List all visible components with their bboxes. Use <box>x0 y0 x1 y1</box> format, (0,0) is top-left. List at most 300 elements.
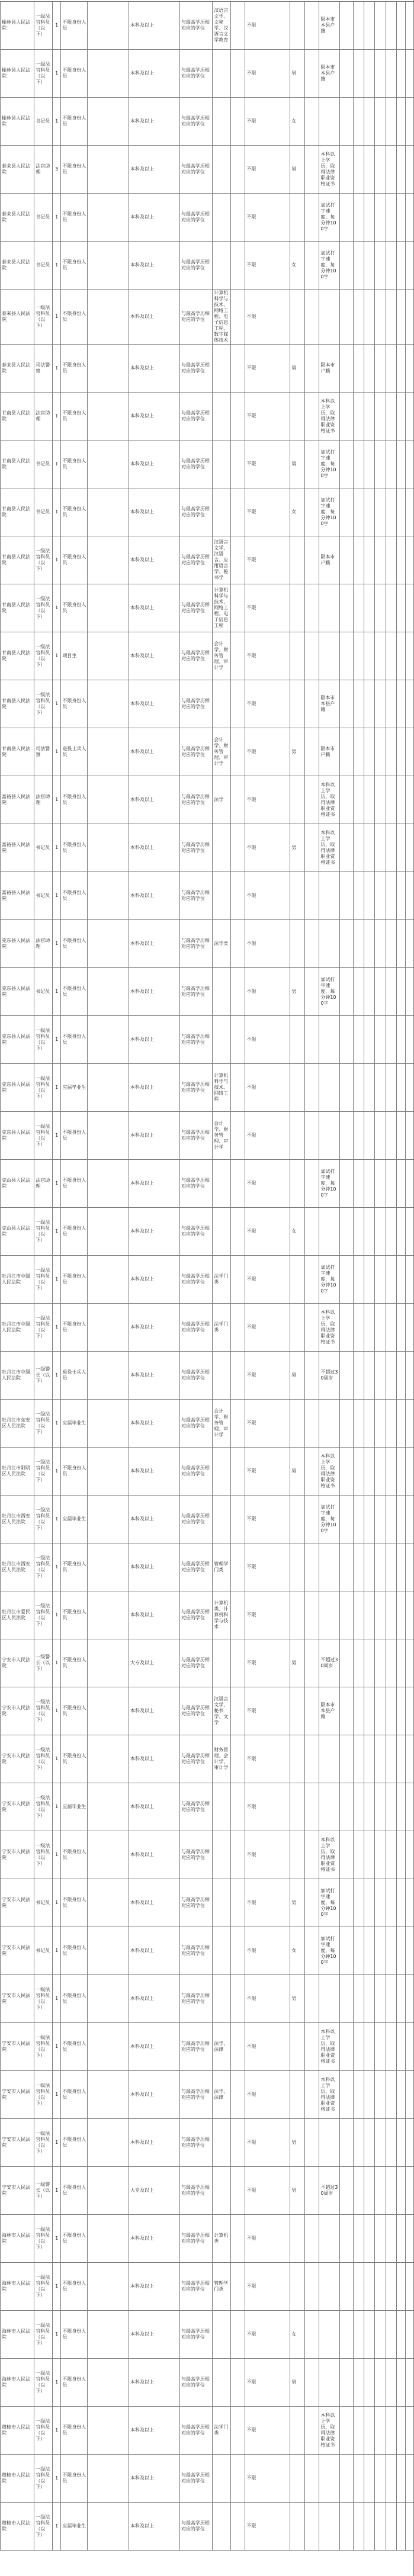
cell-age: 不限 <box>245 680 290 728</box>
cell-unit: 富裕县人民法院 <box>1 872 34 920</box>
cell-major: 法学类 <box>213 920 231 968</box>
cell-empty <box>405 824 413 872</box>
cell-empty <box>340 98 354 146</box>
cell-req <box>319 2455 340 2503</box>
cell-empty <box>353 1831 364 1879</box>
cell-empty <box>304 1064 319 1112</box>
cell-deg: 与最高学历相对应的学位 <box>179 50 212 98</box>
cell-job: 书记员 <box>34 98 53 146</box>
cell-empty <box>88 2071 129 2119</box>
cell-sex: 男 <box>290 1448 305 1496</box>
cell-empty <box>353 1927 364 1975</box>
table-row <box>1 488 414 536</box>
cell-empty <box>405 1496 413 1543</box>
cell-id: 不限身份人员 <box>61 1639 88 1687</box>
cell-n: 1 <box>53 1160 61 1208</box>
cell-sex <box>290 2503 305 2551</box>
cell-job: 一级法官科员（以下） <box>34 1735 53 1783</box>
cell-n: 1 <box>53 2407 61 2455</box>
cell-unit: 甘南县人民法院 <box>1 632 34 680</box>
cell-empty <box>386 440 396 488</box>
cell-empty <box>230 584 245 632</box>
cell-id: 项目生 <box>61 632 88 680</box>
cell-empty <box>405 2 413 50</box>
cell-age: 不限 <box>245 1448 290 1496</box>
cell-empty <box>386 2215 396 2263</box>
cell-empty <box>230 2119 245 2167</box>
cell-empty <box>364 1064 375 1112</box>
cell-age: 不限 <box>245 1879 290 1927</box>
cell-empty <box>88 393 129 440</box>
cell-empty <box>353 1591 364 1639</box>
cell-empty <box>230 2503 245 2551</box>
cell-deg: 与最高学历相对应的学位 <box>179 1879 212 1927</box>
cell-sex: 男 <box>290 440 305 488</box>
cell-major <box>213 2455 231 2503</box>
cell-major <box>213 393 231 440</box>
cell-empty <box>364 2503 375 2551</box>
cell-job: 一级法官科员（以下） <box>34 2263 53 2311</box>
cell-n: 1 <box>53 1591 61 1639</box>
cell-empty <box>340 728 354 776</box>
cell-empty <box>386 872 396 920</box>
cell-empty <box>364 728 375 776</box>
cell-deg: 与最高学历相对应的学位 <box>179 242 212 290</box>
cell-sex <box>290 1256 305 1304</box>
cell-unit: 海林市人民法院 <box>1 2311 34 2359</box>
table-row <box>1 1304 414 1352</box>
cell-empty <box>397 1591 405 1639</box>
cell-age: 不限 <box>245 968 290 1016</box>
cell-empty <box>405 194 413 242</box>
cell-sex <box>290 776 305 824</box>
cell-empty <box>375 2119 386 2167</box>
cell-edu: 本科及以上 <box>129 1783 179 1831</box>
cell-empty <box>340 242 354 290</box>
cell-empty <box>375 1016 386 1064</box>
cell-empty <box>304 920 319 968</box>
cell-empty <box>405 488 413 536</box>
cell-major: 计算机科学与技术、网络工程、电子信息工程 <box>213 584 231 632</box>
cell-unit: 宁安市人民法院 <box>1 1735 34 1783</box>
cell-empty <box>88 1687 129 1735</box>
table-row <box>1 2023 414 2071</box>
cell-empty <box>304 290 319 345</box>
cell-job: 法官助理 <box>34 393 53 440</box>
cell-empty <box>88 1400 129 1448</box>
cell-empty <box>340 2167 354 2215</box>
cell-empty <box>340 2359 354 2407</box>
cell-deg: 与最高学历相对应的学位 <box>179 2119 212 2167</box>
cell-age: 不限 <box>245 872 290 920</box>
cell-req <box>319 1543 340 1591</box>
cell-age: 不限 <box>245 1639 290 1687</box>
cell-major <box>213 345 231 393</box>
cell-empty <box>304 1496 319 1543</box>
cell-empty <box>397 872 405 920</box>
cell-empty <box>353 1208 364 1256</box>
cell-unit: 泰来县人民法院 <box>1 146 34 194</box>
cell-id: 应届毕业生 <box>61 1496 88 1543</box>
cell-n: 1 <box>53 728 61 776</box>
cell-age: 不限 <box>245 50 290 98</box>
cell-job: 法官助理 <box>34 146 53 194</box>
cell-empty <box>364 1160 375 1208</box>
cell-empty <box>375 2503 386 2551</box>
cell-empty <box>397 1879 405 1927</box>
cell-empty <box>386 290 396 345</box>
cell-job: 书记员 <box>34 488 53 536</box>
cell-id: 应届毕业生 <box>61 2503 88 2551</box>
cell-sex <box>290 2071 305 2119</box>
cell-age: 不限 <box>245 393 290 440</box>
cell-empty <box>304 728 319 776</box>
cell-req: 本科以上学历，取得法律职业资格证书 <box>319 1304 340 1352</box>
cell-req: 加试打字速度，每分钟100字 <box>319 194 340 242</box>
cell-req: 本科以上学历，取得法律职业资格证书 <box>319 1448 340 1496</box>
cell-deg: 与最高学历相对应的学位 <box>179 1831 212 1879</box>
cell-empty <box>353 194 364 242</box>
cell-empty <box>375 920 386 968</box>
cell-empty <box>397 2263 405 2311</box>
cell-major: 财务管理、会计学、审计学 <box>213 1735 231 1783</box>
cell-empty <box>405 2407 413 2455</box>
cell-empty <box>230 290 245 345</box>
cell-empty <box>230 1112 245 1160</box>
cell-req <box>319 1064 340 1112</box>
cell-empty <box>397 194 405 242</box>
cell-empty <box>397 680 405 728</box>
table-row <box>1 1400 414 1448</box>
cell-empty <box>405 345 413 393</box>
cell-sex <box>290 1831 305 1879</box>
cell-job: 书记员 <box>34 242 53 290</box>
cell-age: 不限 <box>245 1352 290 1400</box>
cell-id: 不限身份人员 <box>61 2215 88 2263</box>
cell-empty <box>340 584 354 632</box>
cell-empty <box>375 2263 386 2311</box>
cell-empty <box>405 440 413 488</box>
cell-empty <box>386 1256 396 1304</box>
cell-empty <box>397 1352 405 1400</box>
cell-empty <box>88 632 129 680</box>
cell-empty <box>88 536 129 584</box>
table-row <box>1 98 414 146</box>
cell-empty <box>88 920 129 968</box>
cell-empty <box>386 1591 396 1639</box>
table-row <box>1 824 414 872</box>
cell-empty <box>397 290 405 345</box>
cell-empty <box>353 2215 364 2263</box>
cell-n: 1 <box>53 290 61 345</box>
cell-empty <box>340 1831 354 1879</box>
cell-major <box>213 872 231 920</box>
cell-sex <box>290 1064 305 1112</box>
cell-empty <box>386 632 396 680</box>
cell-empty <box>353 290 364 345</box>
cell-unit: 穆棱市人民法院 <box>1 2455 34 2503</box>
cell-empty <box>397 1831 405 1879</box>
cell-job: 一级法官科员（以下） <box>34 2119 53 2167</box>
cell-empty <box>375 1448 386 1496</box>
cell-edu: 大专及以上 <box>129 2167 179 2215</box>
cell-empty <box>304 50 319 98</box>
cell-empty <box>88 1927 129 1975</box>
cell-age: 不限 <box>245 536 290 584</box>
cell-id: 不限身份人员 <box>61 1927 88 1975</box>
cell-empty <box>304 1543 319 1591</box>
cell-id: 不限身份人员 <box>61 920 88 968</box>
table-row <box>1 1639 414 1687</box>
cell-empty <box>364 146 375 194</box>
cell-deg: 与最高学历相对应的学位 <box>179 1927 212 1975</box>
cell-deg: 与最高学历相对应的学位 <box>179 1064 212 1112</box>
cell-major <box>213 824 231 872</box>
cell-empty <box>88 1543 129 1591</box>
cell-empty <box>364 1543 375 1591</box>
cell-age: 不限 <box>245 146 290 194</box>
cell-n: 1 <box>53 680 61 728</box>
cell-edu: 本科及以上 <box>129 968 179 1016</box>
cell-id: 不限身份人员 <box>61 50 88 98</box>
cell-empty <box>353 345 364 393</box>
cell-empty <box>353 242 364 290</box>
cell-empty <box>340 2 354 50</box>
cell-empty <box>364 1400 375 1448</box>
cell-edu: 本科及以上 <box>129 1879 179 1927</box>
cell-empty <box>375 440 386 488</box>
cell-empty <box>88 345 129 393</box>
cell-job: 一级警长（以下） <box>34 2167 53 2215</box>
cell-unit: 牡丹江市中级人民法院 <box>1 1352 34 1400</box>
cell-edu: 本科及以上 <box>129 1735 179 1783</box>
cell-empty <box>386 1208 396 1256</box>
cell-req: 本科以上学历，取得法律职业资格证书 <box>319 393 340 440</box>
cell-unit: 宁安市人民法院 <box>1 2023 34 2071</box>
cell-deg: 与最高学历相对应的学位 <box>179 1304 212 1352</box>
cell-empty <box>386 2119 396 2167</box>
cell-empty <box>364 1735 375 1783</box>
cell-empty <box>364 680 375 728</box>
cell-empty <box>304 242 319 290</box>
cell-sex <box>290 2215 305 2263</box>
cell-empty <box>405 584 413 632</box>
cell-empty <box>230 1016 245 1064</box>
cell-sex <box>290 2407 305 2455</box>
cell-sex: 男 <box>290 146 305 194</box>
cell-unit: 甘南县人民法院 <box>1 728 34 776</box>
cell-empty <box>386 1496 396 1543</box>
table-row <box>1 194 414 242</box>
cell-empty <box>364 2407 375 2455</box>
cell-req <box>319 584 340 632</box>
cell-sex <box>290 393 305 440</box>
cell-unit: 宁安市人民法院 <box>1 1783 34 1831</box>
cell-empty <box>340 872 354 920</box>
cell-id: 退役士兵人员 <box>61 728 88 776</box>
cell-empty <box>405 1256 413 1304</box>
cell-empty <box>397 2407 405 2455</box>
cell-empty <box>230 2215 245 2263</box>
cell-unit: 榆林县人民法院 <box>1 98 34 146</box>
cell-empty <box>230 776 245 824</box>
cell-req <box>319 2359 340 2407</box>
cell-id: 不限身份人员 <box>61 1256 88 1304</box>
cell-n: 1 <box>53 1352 61 1400</box>
cell-empty <box>353 2167 364 2215</box>
cell-req <box>319 632 340 680</box>
table-row <box>1 680 414 728</box>
cell-unit: 宁安市人民法院 <box>1 2167 34 2215</box>
cell-empty <box>397 728 405 776</box>
cell-empty <box>386 2359 396 2407</box>
cell-unit: 牡丹江市西安区人民法院 <box>1 1543 34 1591</box>
cell-empty <box>397 1208 405 1256</box>
cell-unit: 泰来县人民法院 <box>1 345 34 393</box>
cell-id: 不限身份人员 <box>61 776 88 824</box>
cell-unit: 宁安市人民法院 <box>1 1975 34 2023</box>
cell-major <box>213 1160 231 1208</box>
cell-empty <box>230 194 245 242</box>
cell-job: 司法警察 <box>34 728 53 776</box>
cell-empty <box>386 2023 396 2071</box>
cell-age: 不限 <box>245 2167 290 2215</box>
cell-job: 一级法官科员（以下） <box>34 1016 53 1064</box>
cell-deg: 与最高学历相对应的学位 <box>179 2455 212 2503</box>
cell-empty <box>88 1448 129 1496</box>
table-row <box>1 2 414 50</box>
table-row <box>1 1160 414 1208</box>
cell-empty <box>304 1208 319 1256</box>
cell-job: 法官助理 <box>34 920 53 968</box>
cell-empty <box>375 2023 386 2071</box>
cell-deg: 与最高学历相对应的学位 <box>179 1112 212 1160</box>
cell-age: 不限 <box>245 2311 290 2359</box>
cell-empty <box>375 1400 386 1448</box>
table-row <box>1 584 414 632</box>
cell-empty <box>375 194 386 242</box>
cell-empty <box>304 2263 319 2311</box>
cell-n: 1 <box>53 1496 61 1543</box>
cell-edu: 本科及以上 <box>129 824 179 872</box>
cell-age: 不限 <box>245 1831 290 1879</box>
cell-unit: 榆林县人民法院 <box>1 2 34 50</box>
cell-empty <box>353 680 364 728</box>
cell-empty <box>230 1831 245 1879</box>
cell-empty <box>230 345 245 393</box>
cell-req: 加试打字速度，每分钟100字 <box>319 1256 340 1304</box>
cell-empty <box>88 824 129 872</box>
cell-empty <box>340 1208 354 1256</box>
cell-empty <box>386 1639 396 1687</box>
cell-n: 1 <box>53 2311 61 2359</box>
cell-unit: 甘南县人民法院 <box>1 536 34 584</box>
cell-age: 不限 <box>245 1687 290 1735</box>
cell-edu: 本科及以上 <box>129 1352 179 1400</box>
cell-empty <box>353 1879 364 1927</box>
cell-sex <box>290 632 305 680</box>
cell-empty <box>405 2071 413 2119</box>
cell-n: 1 <box>53 1783 61 1831</box>
cell-n: 1 <box>53 2503 61 2551</box>
cell-deg: 与最高学历相对应的学位 <box>179 1783 212 1831</box>
cell-empty <box>397 242 405 290</box>
cell-unit: 宁安市人民法院 <box>1 1831 34 1879</box>
cell-empty <box>304 393 319 440</box>
cell-sex <box>290 1687 305 1735</box>
cell-job: 一级法官科员（以下） <box>34 50 53 98</box>
cell-empty <box>386 1975 396 2023</box>
cell-empty <box>340 2407 354 2455</box>
cell-n: 1 <box>53 584 61 632</box>
table-row <box>1 2215 414 2263</box>
cell-empty <box>340 1543 354 1591</box>
cell-empty <box>230 2 245 50</box>
cell-empty <box>397 1160 405 1208</box>
cell-empty <box>386 728 396 776</box>
table-row <box>1 1352 414 1400</box>
cell-major: 法学门类 <box>213 1304 231 1352</box>
cell-age: 不限 <box>245 2071 290 2119</box>
cell-empty <box>230 1735 245 1783</box>
cell-sex <box>290 2023 305 2071</box>
cell-empty <box>375 1783 386 1831</box>
cell-empty <box>304 536 319 584</box>
cell-empty <box>397 2455 405 2503</box>
cell-edu: 本科及以上 <box>129 242 179 290</box>
cell-n: 1 <box>53 1208 61 1256</box>
cell-unit: 克东县人民法院 <box>1 1112 34 1160</box>
cell-age: 不限 <box>245 1112 290 1160</box>
cell-empty <box>353 2311 364 2359</box>
cell-empty <box>304 1352 319 1400</box>
cell-empty <box>304 1016 319 1064</box>
cell-empty <box>88 1591 129 1639</box>
cell-edu: 本科及以上 <box>129 1256 179 1304</box>
cell-age: 不限 <box>245 2215 290 2263</box>
cell-sex <box>290 194 305 242</box>
cell-job: 一级警长（以下） <box>34 1352 53 1400</box>
cell-empty <box>364 1639 375 1687</box>
cell-sex: 男 <box>290 50 305 98</box>
cell-job: 一级法官科员（以下） <box>34 1591 53 1639</box>
cell-major <box>213 146 231 194</box>
cell-empty <box>88 2503 129 2551</box>
cell-empty <box>230 1352 245 1400</box>
cell-deg: 与最高学历相对应的学位 <box>179 1496 212 1543</box>
cell-req: 本科以上学历，取得法律职业资格证书 <box>319 1831 340 1879</box>
cell-age: 不限 <box>245 2 290 50</box>
cell-empty <box>304 2503 319 2551</box>
cell-major: 会计学、财务管理、审计学 <box>213 728 231 776</box>
cell-deg: 与最高学历相对应的学位 <box>179 440 212 488</box>
cell-req: 限本市户籍 <box>319 728 340 776</box>
cell-edu: 本科及以上 <box>129 776 179 824</box>
cell-sex <box>290 1783 305 1831</box>
cell-empty <box>353 2023 364 2071</box>
cell-empty <box>88 2167 129 2215</box>
cell-n: 1 <box>53 2023 61 2071</box>
table-row <box>1 1112 414 1160</box>
cell-id: 不限身份人员 <box>61 194 88 242</box>
cell-job: 一级法官科员（以下） <box>34 2455 53 2503</box>
cell-empty <box>364 1352 375 1400</box>
cell-empty <box>375 1687 386 1735</box>
cell-deg: 与最高学历相对应的学位 <box>179 824 212 872</box>
cell-empty <box>88 290 129 345</box>
cell-empty <box>375 2 386 50</box>
cell-unit: 宁安市人民法院 <box>1 2071 34 2119</box>
